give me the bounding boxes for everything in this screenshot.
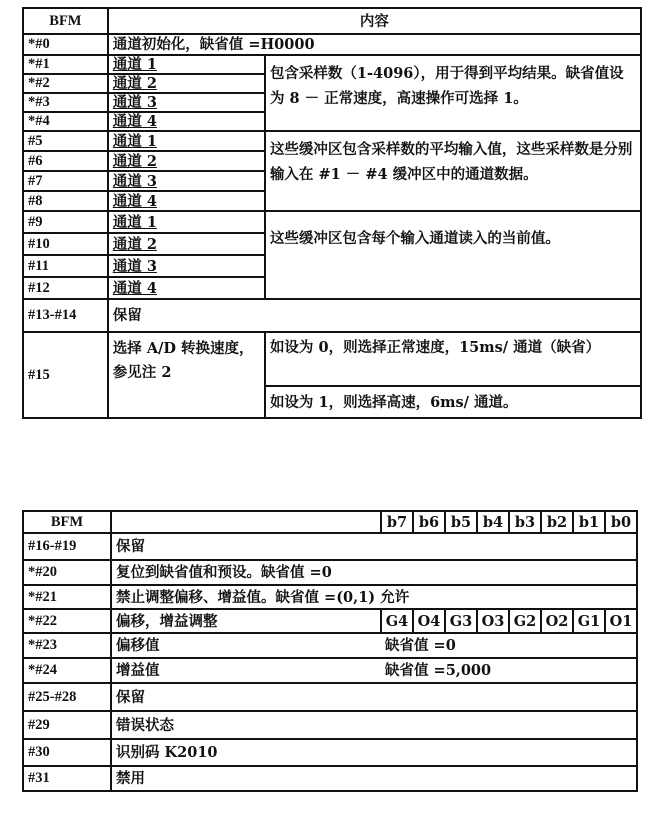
bfm-cell: #9 (23, 211, 108, 233)
bfm-cell: #30 (23, 739, 111, 766)
bit-cell: G2 (509, 609, 541, 633)
bfm-cell: *#1 (23, 55, 108, 74)
bfm-table-settings (22, 510, 638, 792)
bit-cell: G1 (573, 609, 605, 633)
bfm-cell: *#20 (23, 560, 111, 585)
bfm-cell: #7 (23, 171, 108, 191)
bfm-cell: #8 (23, 191, 108, 211)
table-row (23, 658, 637, 683)
header-content: 内容 (108, 8, 641, 34)
channel-cell: 通道 2 (108, 74, 265, 93)
default-cell: 缺省值 =5,000 (381, 658, 637, 683)
channel-cell: 通道 4 (108, 112, 265, 131)
bfm-cell: #29 (23, 711, 111, 739)
table-row (23, 332, 641, 386)
table-row (23, 766, 637, 791)
channel-cell: 通道 4 (108, 277, 265, 299)
bit-cell: G4 (381, 609, 413, 633)
bit-cell: O2 (541, 609, 573, 633)
content-cell: 保留 (111, 683, 637, 711)
bit-header: b6 (413, 511, 445, 533)
bfm-cell: *#0 (23, 34, 108, 55)
description-cell: 包含采样数（1-4096），用于得到平均结果。缺省值设为 8 － 正常速度，高速操作可选择 1。 (265, 55, 641, 131)
bit-header: b4 (477, 511, 509, 533)
bit-cell: G3 (445, 609, 477, 633)
table-row (23, 211, 641, 233)
bit-cell: O3 (477, 609, 509, 633)
table-row (23, 711, 637, 739)
bit-header: b0 (605, 511, 637, 533)
content-cell: 偏移，增益调整 (111, 609, 381, 633)
table-row (23, 131, 641, 151)
bfm-cell: #15 (23, 332, 108, 418)
content-cell: 保留 (108, 299, 641, 332)
bfm-cell: *#21 (23, 585, 111, 609)
table-header-row (23, 8, 641, 34)
bfm-cell: *#22 (23, 609, 111, 633)
header-bfm: BFM (23, 8, 108, 34)
bfm-cell: #10 (23, 233, 108, 255)
bit-header: b1 (573, 511, 605, 533)
channel-cell: 通道 3 (108, 255, 265, 277)
bit-header: b3 (509, 511, 541, 533)
channel-cell: 通道 1 (108, 211, 265, 233)
bit-cell: O1 (605, 609, 637, 633)
bit-header: b7 (381, 511, 413, 533)
bfm-cell: #31 (23, 766, 111, 791)
channel-cell: 通道 2 (108, 233, 265, 255)
bfm-cell: *#3 (23, 93, 108, 112)
content-cell: 禁止调整偏移、增益值。缺省值 =(0,1) 允许 (111, 585, 637, 609)
table-row (23, 683, 637, 711)
header-bfm: BFM (23, 511, 111, 533)
table-row (23, 560, 637, 585)
table-row (23, 55, 641, 74)
bfm-cell: #12 (23, 277, 108, 299)
option0-cell: 如设为 0，则选择正常速度，15ms/ 通道（缺省） (265, 332, 641, 386)
table-header-row (23, 511, 637, 533)
description-cell: 这些缓冲区包含采样数的平均输入值，这些采样数是分别输入在 #1 － #4 缓冲区中的通道数据。 (265, 131, 641, 211)
content-cell: 识别码 K2010 (111, 739, 637, 766)
content-cell: 增益值 (111, 658, 381, 683)
default-cell: 缺省值 =0 (381, 633, 637, 658)
bfm-cell: #6 (23, 151, 108, 171)
bit-header: b2 (541, 511, 573, 533)
bfm-cell: #16-#19 (23, 533, 111, 560)
channel-cell: 通道 1 (108, 131, 265, 151)
channel-cell: 通道 3 (108, 171, 265, 191)
speed-label-cell: 选择 A/D 转换速度，参见注 2 (108, 332, 265, 418)
table-row (23, 34, 641, 55)
content-cell: 偏移值 (111, 633, 381, 658)
bfm-cell: #13-#14 (23, 299, 108, 332)
content-cell: 保留 (111, 533, 637, 560)
header-blank (111, 511, 381, 533)
bit-header: b5 (445, 511, 477, 533)
option1-cell: 如设为 1，则选择高速，6ms/ 通道。 (265, 386, 641, 418)
bfm-cell: #25-#28 (23, 683, 111, 711)
content-cell: 错误状态 (111, 711, 637, 739)
content-cell: 复位到缺省值和预设。缺省值 =0 (111, 560, 637, 585)
bfm-cell: #11 (23, 255, 108, 277)
bfm-cell: *#2 (23, 74, 108, 93)
channel-cell: 通道 4 (108, 191, 265, 211)
description-cell: 这些缓冲区包含每个输入通道读入的当前值。 (265, 211, 641, 299)
table-row (23, 299, 641, 332)
channel-cell: 通道 1 (108, 55, 265, 74)
bfm-table-channels (22, 7, 642, 419)
bit-cell: O4 (413, 609, 445, 633)
channel-cell: 通道 2 (108, 151, 265, 171)
bfm-cell: *#4 (23, 112, 108, 131)
table-row (23, 633, 637, 658)
bfm-cell: *#24 (23, 658, 111, 683)
bfm-cell: *#23 (23, 633, 111, 658)
content-cell: 通道初始化，缺省值 =H0000 (108, 34, 641, 55)
table-row (23, 739, 637, 766)
table-row (23, 585, 637, 609)
bfm-cell: #5 (23, 131, 108, 151)
table-row (23, 609, 637, 633)
table-row (23, 533, 637, 560)
content-cell: 禁用 (111, 766, 637, 791)
channel-cell: 通道 3 (108, 93, 265, 112)
